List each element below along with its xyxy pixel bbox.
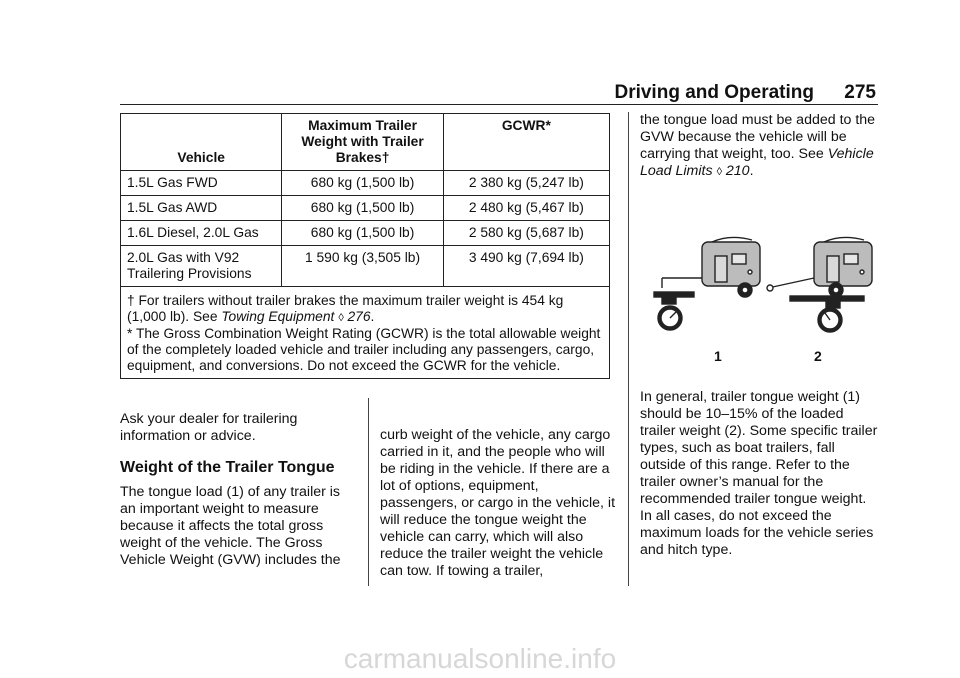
table-cell-gcwr: 2 580 kg (5,687 lb)	[443, 221, 609, 246]
table-cell-vehicle: 1.5L Gas FWD	[121, 171, 282, 196]
vehicle-load-limits-page: 210	[725, 163, 750, 179]
table-notes-row	[121, 287, 610, 379]
note-period: .	[370, 309, 375, 324]
table-cell-gcwr: 2 380 kg (5,247 lb)	[443, 171, 609, 196]
dealer-advice-paragraph: Ask your dealer for trailering information or advice.	[120, 411, 298, 444]
table-row	[121, 246, 610, 287]
diagram-label-tongue: 1	[714, 348, 722, 364]
tongue-load-paragraph: The tongue load (1) of any trailer is an important weight to measure because it affects the total gross weight of the vehicle. The Gross Vehicle Weight (GVW) includes the	[120, 484, 341, 568]
gvw-paragraph: the tongue load must be added to the GVW because the vehicle will be carrying that weight, too. See	[640, 112, 876, 162]
note-trailer-brakes: † For trailers without trailer brakes the maximum trailer weight is 454 kg (1,000 lb). See	[127, 293, 564, 324]
table-cell-vehicle: 1.5L Gas AWD	[121, 196, 282, 221]
page-ref-icon: ◊	[338, 312, 344, 324]
towing-equipment-link[interactable]	[221, 309, 370, 324]
page-number: 275	[844, 82, 876, 103]
trailer-weight-table	[120, 113, 610, 379]
table-notes	[121, 287, 610, 379]
table-cell-vehicle: 1.6L Diesel, 2.0L Gas	[121, 221, 282, 246]
column-header-gcwr: GCWR*	[443, 114, 609, 171]
table-cell-vehicle: 2.0L Gas with V92 Trailering Provisions	[121, 246, 282, 287]
table-row	[121, 196, 610, 221]
page-header	[120, 82, 878, 105]
column-divider	[628, 112, 629, 586]
column-3-lower	[640, 389, 880, 559]
section-title: Driving and Operating	[614, 82, 814, 103]
curb-weight-paragraph: curb weight of the vehicle, any cargo carried in it, and the people who will be riding in the vehicle. If there are a lot of options, equipment, passengers, or cargo in the vehicle, it will reduce the tongue weight the vehicle can carry, which will also reduce the trailer weight the vehicle can tow. If towing a trailer,	[380, 427, 616, 579]
column-1	[120, 411, 352, 569]
table-cell-gcwr: 3 490 kg (7,694 lb)	[443, 246, 609, 287]
diagram-label-trailer: 2	[814, 348, 822, 364]
column-3	[640, 112, 880, 181]
table-header-row	[121, 114, 610, 171]
table-row	[121, 221, 610, 246]
towing-equipment-link-text: Towing Equipment	[221, 309, 335, 324]
trailer-scale-icon	[640, 232, 880, 342]
column-header-vehicle: Vehicle	[121, 114, 282, 171]
vehicle-load-limits-link-text: Vehicle Load Limits	[640, 146, 874, 179]
trailer-tongue-weight-illustration	[654, 237, 760, 330]
towing-equipment-page: 276	[347, 309, 371, 324]
page-ref-icon: ◊	[716, 166, 722, 178]
table-cell-max-weight: 1 590 kg (3,505 lb)	[282, 246, 443, 287]
table-cell-gcwr: 2 480 kg (5,467 lb)	[443, 196, 609, 221]
column-divider	[368, 398, 369, 586]
column-header-max-trailer-weight: Maximum Trailer Weight with Trailer Brakes†	[282, 114, 443, 171]
table-row	[121, 171, 610, 196]
section-heading: Weight of the Trailer Tongue	[120, 459, 335, 476]
gvw-period: .	[749, 163, 754, 179]
table-cell-max-weight: 680 kg (1,500 lb)	[282, 171, 443, 196]
note-gcwr: * The Gross Combination Weight Rating (GCWR) is the total allowable weight of the completely loaded vehicle and trailer including any passengers, cargo, equipment, and conversions. Do not exceed the GCWR for the vehicle.	[127, 326, 601, 373]
column-2	[380, 427, 618, 580]
trailer-scale-diagram	[640, 232, 880, 368]
table-cell-max-weight: 680 kg (1,500 lb)	[282, 221, 443, 246]
trailer-total-weight-illustration	[767, 237, 872, 332]
table-cell-max-weight: 680 kg (1,500 lb)	[282, 196, 443, 221]
watermark: carmanualsonline.info	[343, 643, 617, 674]
tongue-weight-guidance-paragraph: In general, trailer tongue weight (1) should be 10–15% of the loaded trailer weight (2). Some specific trailer types, such as boat trailers, fall outside of this range. Refer to the trailer owner’s manual for the recommended trailer tongue weight. In all cases, do not exceed the maximum loads for the vehicle series and hitch type.	[640, 389, 878, 558]
